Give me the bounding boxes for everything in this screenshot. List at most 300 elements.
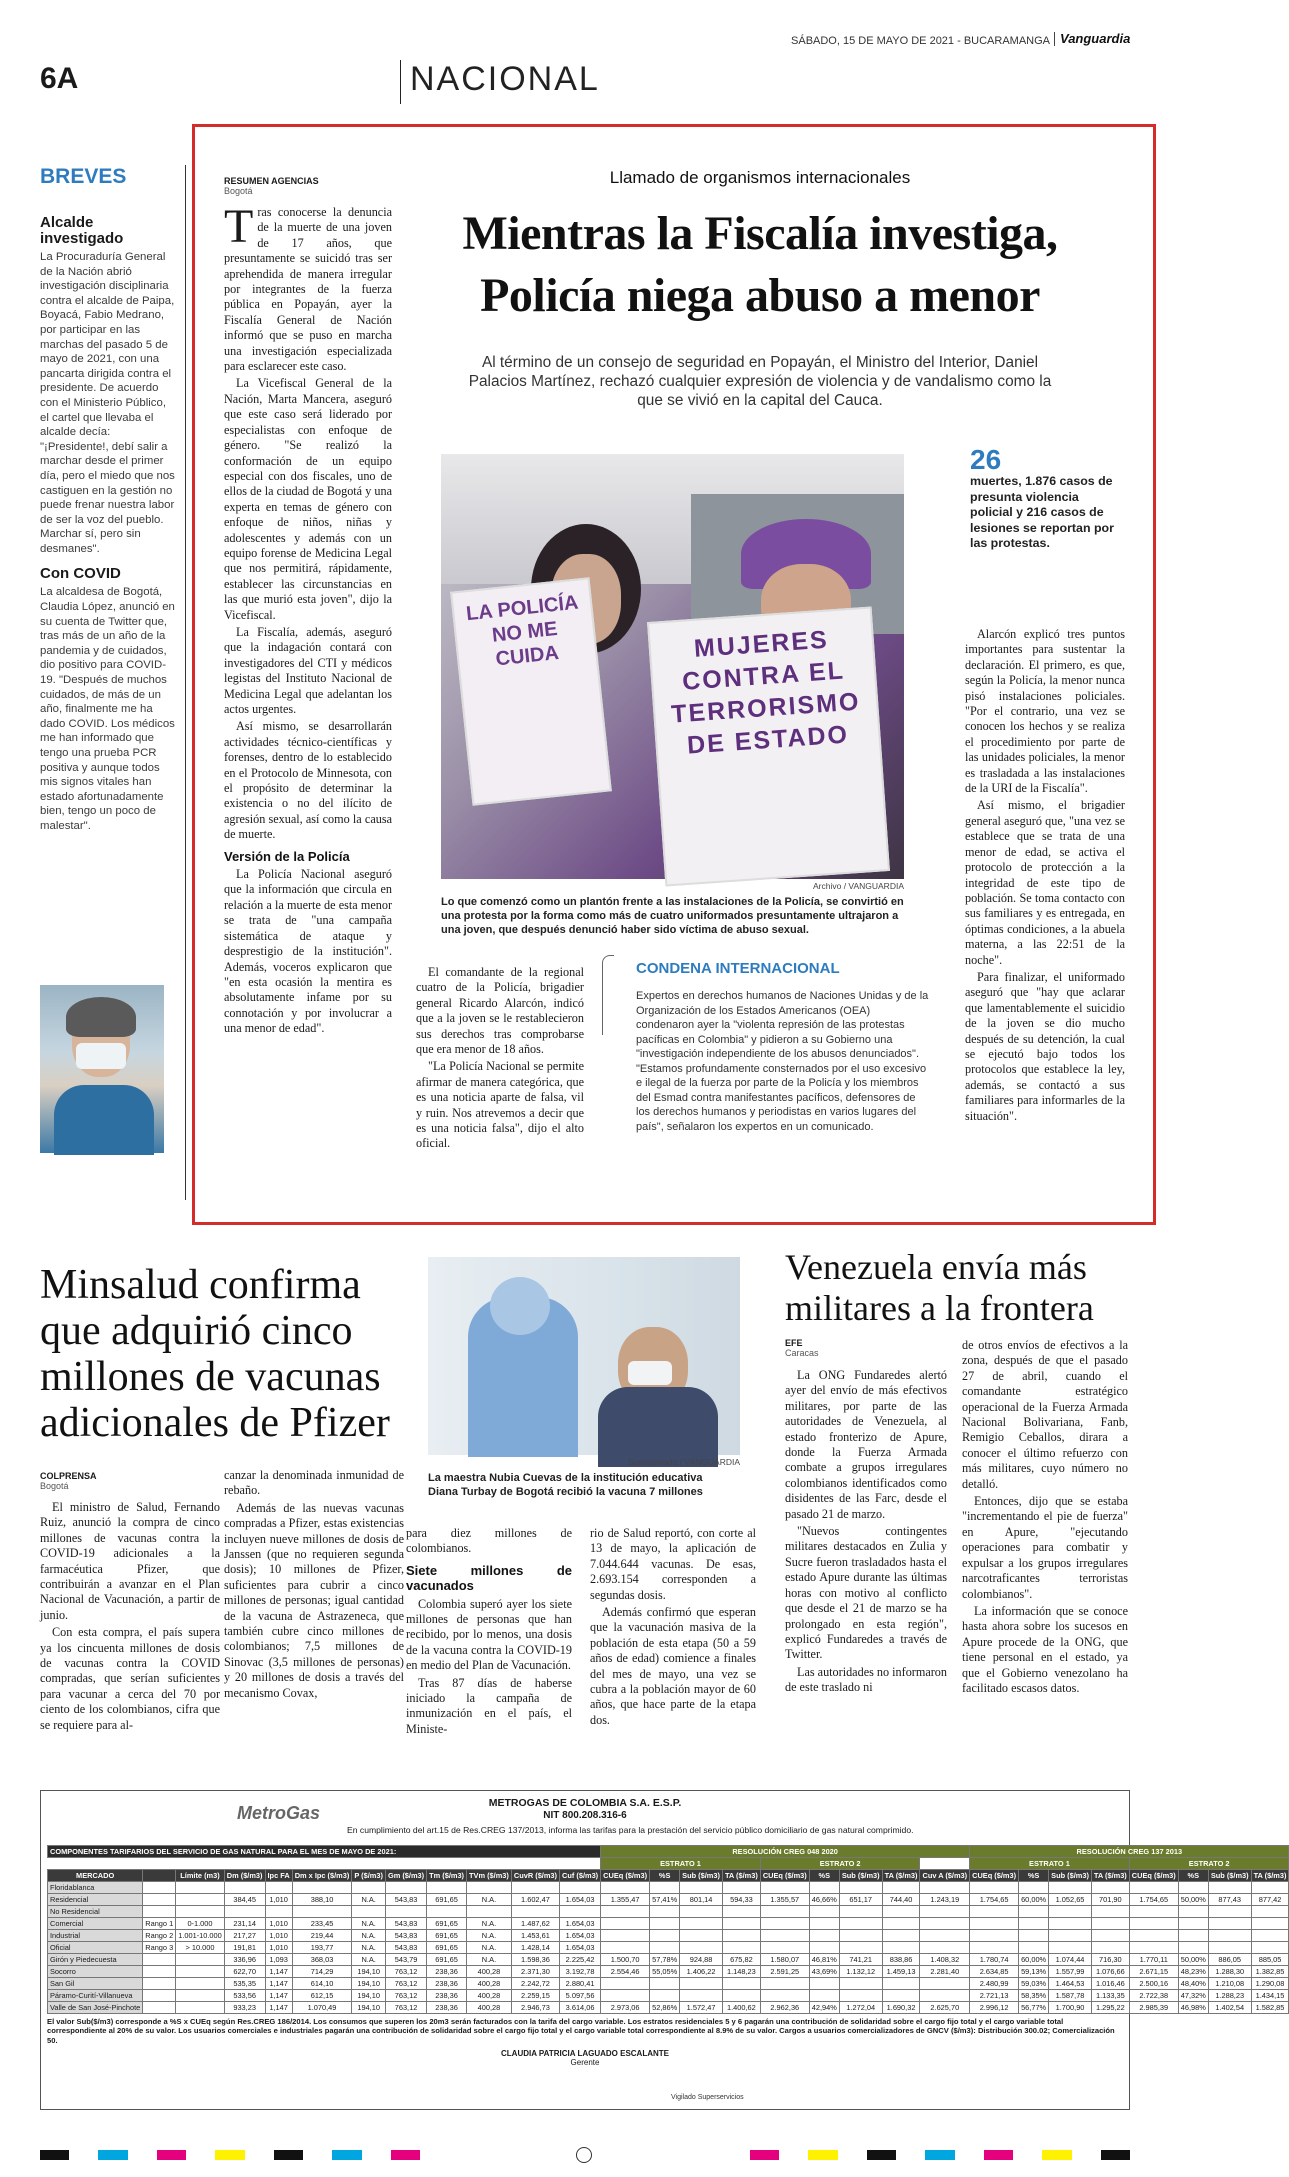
minsalud-paragraph: rio de Salud reportó, con corte al 13 de mayo, la aplicación de 7.044.644 vacunas. De esas, 2.693.154 corresponden a segundas dosis. xyxy=(590,1526,756,1602)
tariff-cell xyxy=(1208,1882,1251,1894)
tariff-cell: 2.242,72 xyxy=(511,1978,559,1990)
tariff-cell: 1.052,65 xyxy=(1049,1894,1092,1906)
superservicios-logo: Vigilado Superservicios xyxy=(671,2094,744,2101)
tariff-cell xyxy=(176,2002,225,2014)
tariff-cell: 714,29 xyxy=(292,1966,352,1978)
tariff-cell: 194,10 xyxy=(352,2002,386,2014)
tariff-cell xyxy=(176,1990,225,2002)
tariff-cell: 1,010 xyxy=(265,1894,292,1906)
minsalud-paragraph: Con esta compra, el país supera ya los cincuenta millones de dosis de vacunas contra la COVID compradas, que serían suficientes para vacunar a cerca del 70 por ciento de los colombianos, cifra que se requiere para al- xyxy=(40,1625,220,1732)
tariff-cell xyxy=(760,1882,809,1894)
tariff-cell: 194,10 xyxy=(352,1990,386,2002)
tariff-cell: N.A. xyxy=(352,1894,386,1906)
col2-paragraph: El comandante de la regional cuatro de la Policía, brigadier general Ricardo Alarcón, indicó que a la joven se le restablecieron sus derechos tras comprobarse que era menor de 18 años. xyxy=(416,965,584,1057)
tariff-cell xyxy=(839,1978,882,1990)
sign-left xyxy=(450,577,612,805)
tariff-cell: 368,03 xyxy=(292,1954,352,1966)
minsalud-paragraph: Tras 87 días de haberse iniciado la campaña de inmunización en el país, el Ministe- xyxy=(406,1675,572,1736)
tariff-cell: 400,28 xyxy=(467,1990,512,2002)
minsalud-column-3 xyxy=(406,1526,572,1739)
tariff-cell: 42,94% xyxy=(809,2002,839,2014)
condena-paragraph: Expertos en derechos humanos de Naciones Unidas y de la Organización de los Estados Americanos (OEA) condenaron ayer la "violenta represión de las protestas pacíficas en Colombia" y pidieron a su Gobierno una "investigación independiente de los abusos denunciados". xyxy=(636,990,929,1060)
tariff-cell: 543,79 xyxy=(385,1954,426,1966)
tariff-cell xyxy=(224,1906,265,1918)
tariff-cell: 1.582,85 xyxy=(1251,2002,1289,2014)
tariff-cell xyxy=(601,1918,650,1930)
tariff-cell xyxy=(760,1942,809,1954)
tariff-cell: 238,36 xyxy=(427,1990,467,2002)
tariff-cell: 1.400,62 xyxy=(722,2002,760,2014)
tariff-cell: N.A. xyxy=(352,1930,386,1942)
tariff-cell xyxy=(1019,1930,1049,1942)
minsalud-paragraph: para diez millones de colombianos. xyxy=(406,1526,572,1556)
tariff-cell: 233,45 xyxy=(292,1918,352,1930)
tariff-cell xyxy=(1129,1930,1178,1942)
tariff-column-header: %S xyxy=(1178,1870,1208,1882)
tariff-cell xyxy=(143,1954,176,1966)
tariff-cell xyxy=(601,1906,650,1918)
tariff-cell: 2.591,25 xyxy=(760,1966,809,1978)
tariff-estrato-1: ESTRATO 1 xyxy=(601,1858,761,1870)
breves-item-body: La Procuraduría General de la Nación abrió investigación disciplinaria contra el alcalde de Paipa, Boyacá, Fabio Medrano, por participar en las marchas del pasado 5 de mayo de 2021, con una pancarta dirigida contra el presidente. De acuerdo con el Ministerio Público, el cartel que llevaba el alcalde decía: "¡Presidente!, debí salir a marchar desde el primer día, pero el miedo que nos castiguen en la gestión no puede frenar nuestra labor de ser la voz del pueblo. Marchar sí, pero sin desmanes". xyxy=(40,251,175,555)
tariff-cell xyxy=(680,1978,723,1990)
minsalud-byline xyxy=(40,1471,97,1491)
tariff-cell: 2.962,36 xyxy=(760,2002,809,2014)
tariff-cell xyxy=(1178,1942,1208,1954)
tariff-column-header: MERCADO xyxy=(48,1870,143,1882)
tariff-cell: 1,010 xyxy=(265,1930,292,1942)
tariff-cell xyxy=(1208,1942,1251,1954)
tariff-column-header: CUEq ($/m3) xyxy=(601,1870,650,1882)
tariff-cell xyxy=(385,1906,426,1918)
tariff-cell xyxy=(970,1906,1019,1918)
tariff-cell xyxy=(920,1906,970,1918)
tariff-column-header: Cuv A ($/m3) xyxy=(920,1870,970,1882)
tariff-cell: 614,10 xyxy=(292,1978,352,1990)
section-title: NACIONAL xyxy=(410,60,600,98)
tariff-cell: San Gil xyxy=(48,1978,143,1990)
metrogas-ad xyxy=(40,1790,1287,2110)
tariff-cell: 1.487,62 xyxy=(511,1918,559,1930)
protest-photo xyxy=(441,454,904,879)
col4-paragraph: Alarcón explicó tres puntos importantes para sustentar la declaración. El primero, es que, según la Policía, la menor nunca pisó instalaciones policiales. "Por el contrario, una vez se conocen los hechos y se realiza el procedimiento por parte de las unidades policiales, la menor es trasladada a las instalaciones de la URI de la Fiscalía". xyxy=(965,627,1125,796)
tariff-cell xyxy=(722,1978,760,1990)
tariff-cell xyxy=(1251,1882,1289,1894)
condena-box-bracket xyxy=(602,955,614,1035)
tariff-cell: 1.272,04 xyxy=(839,2002,882,2014)
tariff-cell: 219,44 xyxy=(292,1930,352,1942)
vaccine-photo xyxy=(428,1257,740,1455)
photo-credit: Archivo / VANGUARDIA xyxy=(812,881,904,891)
sign-right-text: MUJERES CONTRA EL TERRORISMO DE ESTADO xyxy=(670,625,862,760)
tariff-cell: 763,12 xyxy=(385,1966,426,1978)
tariff-cell: 336,96 xyxy=(224,1954,265,1966)
breves-item-body: La alcaldesa de Bogotá, Claudia López, anunció en su cuenta de Twitter que, tras más de un año de la pandemia y de cuidados, dio positivo para COVID-19. "Después de muchos cuidados, de más de un año, finalmente me ha dado COVID. Los médicos me han informado que tengo una prueba PCR positiva y aunque todos mis signos vitales han estado afortunadamente bien, tengo un poco de malestar". xyxy=(40,586,175,832)
dateline-divider xyxy=(1054,32,1055,46)
tariff-cell xyxy=(650,1906,680,1918)
tariff-cell xyxy=(1049,1942,1092,1954)
tariff-cell xyxy=(601,1882,650,1894)
tariff-cell: N.A. xyxy=(467,1894,512,1906)
tariff-column-header: TA ($/m3) xyxy=(722,1870,760,1882)
tariff-cell: 1,010 xyxy=(265,1918,292,1930)
tariff-cell xyxy=(1091,1918,1129,1930)
vaccine-photo-caption: La maestra Nubia Cuevas de la institución educativa Diana Turbay de Bogotá recibió la vacuna 7 millones xyxy=(428,1472,703,1498)
breves-item-head: Alcalde investigado xyxy=(40,214,124,247)
tariff-cell xyxy=(722,1882,760,1894)
tariff-cell xyxy=(760,1990,809,2002)
tariff-estrato-2: ESTRATO 2 xyxy=(760,1858,920,1870)
main-column-4 xyxy=(965,627,1125,1126)
main-deck: Al término de un consejo de seguridad en Popayán, el Ministro del Interior, Daniel Palacios Martínez, rechazó cualquier expresión de violencia y de vandalismo como la que se vivió en la capital del Cauca. xyxy=(468,354,1052,409)
tariff-cell xyxy=(1251,1930,1289,1942)
tariff-row xyxy=(48,1930,1289,1942)
tariff-cell xyxy=(882,1978,920,1990)
tariff-cell: N.A. xyxy=(352,1954,386,1966)
tariff-cell xyxy=(809,1942,839,1954)
stat-number: 26 xyxy=(970,444,1002,475)
tariff-cell xyxy=(920,1930,970,1942)
tariff-cell: N.A. xyxy=(352,1918,386,1930)
tariff-row xyxy=(48,1882,1289,1894)
tariff-cell xyxy=(1049,1930,1092,1942)
tariff-cell xyxy=(920,1942,970,1954)
col1-subhead: Versión de la Policía xyxy=(224,848,350,864)
tariff-cell: 2.371,30 xyxy=(511,1966,559,1978)
tariff-cell xyxy=(680,1906,723,1918)
tariff-cell: 1.148,23 xyxy=(722,1966,760,1978)
tariff-cell: Comercial xyxy=(48,1918,143,1930)
tariff-cell xyxy=(920,1990,970,2002)
tariff-column-header: Dm ($/m3) xyxy=(224,1870,265,1882)
tariff-cell xyxy=(292,1906,352,1918)
tariff-cell: 1.500,70 xyxy=(601,1954,650,1966)
tariff-cell: 1.598,36 xyxy=(511,1954,559,1966)
tariff-cell: 238,36 xyxy=(427,1966,467,1978)
tariff-cell xyxy=(1019,1882,1049,1894)
drop-cap: T xyxy=(224,200,254,253)
tariff-cell xyxy=(1251,1918,1289,1930)
tariff-cell: 1.690,32 xyxy=(882,2002,920,2014)
tariff-cell: 1.434,15 xyxy=(1251,1990,1289,2002)
tariff-res-2: RESOLUCIÓN CREG 137 2013 xyxy=(970,1846,1289,1858)
tariff-cell: 2.625,70 xyxy=(920,2002,970,2014)
tariff-cell xyxy=(722,1906,760,1918)
tariff-cell xyxy=(722,1942,760,1954)
tariff-cell xyxy=(760,1978,809,1990)
tariff-column-header: %S xyxy=(650,1870,680,1882)
tariff-column-header: Sub ($/m3) xyxy=(680,1870,723,1882)
tariff-cell xyxy=(176,1978,225,1990)
tariff-cell: 691,65 xyxy=(427,1942,467,1954)
stat-text: muertes, 1.876 casos de presunta violencia policial y 216 casos de lesiones se reportan por las protestas. xyxy=(970,474,1114,551)
tariff-cell xyxy=(143,1882,176,1894)
tariff-cell: Floridablanca xyxy=(48,1882,143,1894)
tariff-cell: Industrial xyxy=(48,1930,143,1942)
tariff-cell: 1.074,44 xyxy=(1049,1954,1092,1966)
tariff-cell xyxy=(1178,1906,1208,1918)
metrogas-nit: NIT 800.208.316-6 xyxy=(543,1810,627,1821)
tariff-cell xyxy=(352,1906,386,1918)
page-number: 6A xyxy=(40,62,79,95)
condena-title: CONDENA INTERNACIONAL xyxy=(636,960,840,977)
minsalud-headline: Minsalud confirma que adquirió cinco millones de vacunas adicionales de Pfizer xyxy=(40,1262,390,1446)
tariff-cell: 535,35 xyxy=(224,1978,265,1990)
tariff-cell xyxy=(143,2002,176,2014)
print-color-bar-right xyxy=(750,2150,1130,2160)
tariff-cell: 1.770,11 xyxy=(1129,1954,1178,1966)
tariff-column-header: Tm ($/m3) xyxy=(427,1870,467,1882)
tariff-cell xyxy=(809,1882,839,1894)
tariff-cell: 2.554,46 xyxy=(601,1966,650,1978)
tariff-cell: 1.210,08 xyxy=(1208,1978,1251,1990)
tariff-cell: No Residencial xyxy=(48,1906,143,1918)
tariff-cell xyxy=(1129,1918,1178,1930)
tariff-cell: 1,147 xyxy=(265,2002,292,2014)
minsalud-paragraph: canzar la denominada inmunidad de rebaño. xyxy=(224,1468,404,1498)
venezuela-paragraph: La información que se conoce hasta ahora sobre los sucesos en Apure procede de la ONG, que tiene personal en el estado, ya que el Gobierno venezolano ha facilitado escasos datos. xyxy=(962,1603,1128,1695)
tariff-column-header: TA ($/m3) xyxy=(1251,1870,1289,1882)
tariff-cell: 1.016,46 xyxy=(1091,1978,1129,1990)
tariff-cell: 5.097,56 xyxy=(560,1990,601,2002)
tariff-cell: 1,010 xyxy=(265,1942,292,1954)
col4-paragraph: Para finalizar, el uniformado aseguró que "hay que aclarar que lamentablemente el suicidio de la joven se dio mucho después de su detención, la cual se ejecutó bajo todos los protocolos que establece la ley, además, se contactó a sus familiares para informarles de la situación". xyxy=(965,969,1125,1123)
tariff-table xyxy=(47,1845,1289,2014)
tariff-cell: 543,83 xyxy=(385,1894,426,1906)
tariff-cell xyxy=(265,1882,292,1894)
tariff-cell xyxy=(1091,1942,1129,1954)
tariff-row xyxy=(48,1906,1289,1918)
minsalud-paragraph: Además confirmó que esperan que la vacunación masiva de la población de esta etapa (50 a 59 años de edad) comience a finales del mes de mayo, una vez se cubra a la población mayor de 60 años, que hace parte de la etapa dos. xyxy=(590,1605,756,1727)
tariff-cell: 701,90 xyxy=(1091,1894,1129,1906)
tariff-row xyxy=(48,1942,1289,1954)
tariff-cell: > 10.000 xyxy=(176,1942,225,1954)
tariff-cell xyxy=(427,1882,467,1894)
tariff-column-header: Sub ($/m3) xyxy=(1208,1870,1251,1882)
byline-name: RESUMEN AGENCIAS xyxy=(224,176,319,186)
tariff-column-header: CUEq ($/m3) xyxy=(1129,1870,1178,1882)
main-column-2 xyxy=(416,965,584,1154)
tariff-cell: 1.602,47 xyxy=(511,1894,559,1906)
tariff-res-1: RESOLUCIÓN CREG 048 2020 xyxy=(601,1846,970,1858)
tariff-column-header: CuvR ($/m3) xyxy=(511,1870,559,1882)
tariff-cell: 2.634,85 xyxy=(970,1966,1019,1978)
tariff-cell: N.A. xyxy=(352,1942,386,1954)
tariff-cell xyxy=(650,1882,680,1894)
tariff-cell xyxy=(882,1882,920,1894)
tariff-cell xyxy=(601,1990,650,2002)
tariff-cell: 50,00% xyxy=(1178,1894,1208,1906)
venezuela-column-1 xyxy=(785,1368,947,1698)
tariff-cell: 43,69% xyxy=(809,1966,839,1978)
tariff-cell: 1.133,35 xyxy=(1091,1990,1129,2002)
tariff-cell xyxy=(292,1882,352,1894)
tariff-cell: 191,81 xyxy=(224,1942,265,1954)
tariff-cell: 1.557,99 xyxy=(1049,1966,1092,1978)
breves-item-head: Con COVID xyxy=(40,565,121,583)
tariff-cell: Valle de San José-Pinchote xyxy=(48,2002,143,2014)
col2-paragraph: "La Policía Nacional se permite afirmar de manera categórica, que es una noticia aparte de falsa, vil y ruin. Nos atrevemos a decir que es una noticia falsa", dijo el alto oficial. xyxy=(416,1059,584,1151)
minsalud-paragraph: Colombia superó ayer los siete millones de personas que han recibido, por lo menos, una dosis de la vacuna contra la COVID-19 en medio del Plan de Vacunación. xyxy=(406,1596,572,1673)
tariff-cell: Páramo-Curití-Villanueva xyxy=(48,1990,143,2002)
tariff-cell xyxy=(882,1942,920,1954)
tariff-cell: 57,41% xyxy=(650,1894,680,1906)
tariff-cell xyxy=(601,1930,650,1942)
tariff-cell xyxy=(680,1990,723,2002)
tariff-cell xyxy=(1129,1906,1178,1918)
breves-bracket xyxy=(178,165,186,1200)
tariff-column-header: CUEq ($/m3) xyxy=(970,1870,1019,1882)
tariff-cell: Rango 3 xyxy=(143,1942,176,1954)
tariff-cell: 741,21 xyxy=(839,1954,882,1966)
condena-box xyxy=(636,960,930,1134)
minsalud-column-2 xyxy=(224,1468,404,1703)
tariff-cell: 46,66% xyxy=(809,1894,839,1906)
tariff-cell: 1.355,47 xyxy=(601,1894,650,1906)
tariff-cell xyxy=(882,1930,920,1942)
tariff-cell: 47,32% xyxy=(1178,1990,1208,2002)
tariff-cell xyxy=(839,1882,882,1894)
tariff-cell xyxy=(650,1942,680,1954)
tariff-cell xyxy=(650,1990,680,2002)
tariff-cell xyxy=(839,1942,882,1954)
tariff-cell: 2.480,99 xyxy=(970,1978,1019,1990)
tariff-cell xyxy=(970,1942,1019,1954)
tariff-cell: 877,43 xyxy=(1208,1894,1251,1906)
tariff-cell xyxy=(143,1906,176,1918)
registration-mark xyxy=(576,2147,592,2163)
byline-name: EFE xyxy=(785,1338,803,1348)
tariff-cell: 594,33 xyxy=(722,1894,760,1906)
tariff-cell xyxy=(839,1930,882,1942)
tariff-cell xyxy=(839,1990,882,2002)
venezuela-paragraph: Entonces, dijo que se estaba "incrementando el pie de fuerza" en Apure, "ejecutando operaciones para combatir y expulsar a los grupos irregulares narcotraficantes terroristas colombianos". xyxy=(962,1494,1128,1601)
tariff-cell xyxy=(601,1978,650,1990)
main-byline xyxy=(224,176,394,196)
tariff-cell: 622,70 xyxy=(224,1966,265,1978)
tariff-cell: Socorro xyxy=(48,1966,143,1978)
tariff-cell xyxy=(1091,1906,1129,1918)
tariff-cell: N.A. xyxy=(467,1930,512,1942)
main-headline xyxy=(400,203,1120,327)
tariff-cell: 1.406,22 xyxy=(680,1966,723,1978)
tariff-cell: 400,28 xyxy=(467,1966,512,1978)
tariff-cell: 543,83 xyxy=(385,1930,426,1942)
minsalud-column-4 xyxy=(590,1526,756,1730)
tariff-column-header: Dm x Ipc ($/m3) xyxy=(292,1870,352,1882)
tariff-cell: 1.453,61 xyxy=(511,1930,559,1942)
tariff-cell xyxy=(680,1930,723,1942)
byline-city: Caracas xyxy=(785,1348,819,1358)
byline-name: COLPRENSA xyxy=(40,1471,97,1481)
tariff-column-header: CUEq ($/m3) xyxy=(760,1870,809,1882)
tariff-cell: 1.243,19 xyxy=(920,1894,970,1906)
tariff-cell: 60,00% xyxy=(1019,1894,1049,1906)
tariff-cell xyxy=(511,1906,559,1918)
tariff-cell xyxy=(920,1978,970,1990)
tariff-cell xyxy=(143,1990,176,2002)
tariff-cell xyxy=(1019,1906,1049,1918)
tariff-cell: 2.985,39 xyxy=(1129,2002,1178,2014)
tariff-cell: 2.722,38 xyxy=(1129,1990,1178,2002)
tariff-cell: 1.076,66 xyxy=(1091,1966,1129,1978)
dateline: SÁBADO, 15 DE MAYO DE 2021 - BUCARAMANGA xyxy=(791,35,1050,47)
tariff-cell xyxy=(143,1978,176,1990)
tariff-cell xyxy=(882,1990,920,2002)
tariff-cell xyxy=(760,1930,809,1942)
tariff-cell xyxy=(176,1954,225,1966)
tariff-cell: 877,42 xyxy=(1251,1894,1289,1906)
tariff-cell xyxy=(1208,1930,1251,1942)
tariff-cell: 1.654,03 xyxy=(560,1894,601,1906)
tariff-cell: 194,10 xyxy=(352,1966,386,1978)
tariff-cell xyxy=(970,1918,1019,1930)
tariff-cell xyxy=(722,1930,760,1942)
metrogas-intro: En cumplimiento del art.15 de Res.CREG 137/2013, informa las tarifas para la prestación del servicio público domiciliario de gas natural comprimido. xyxy=(347,1825,914,1835)
tariff-row xyxy=(48,1894,1289,1906)
tariff-cell: 0-1.000 xyxy=(176,1918,225,1930)
tariff-cell xyxy=(839,1906,882,1918)
tariff-cell: 60,00% xyxy=(1019,1954,1049,1966)
tariff-cell: 533,56 xyxy=(224,1990,265,2002)
tariff-cell xyxy=(1049,1882,1092,1894)
headline-line-1: Mientras la Fiscalía investiga, xyxy=(462,207,1058,260)
tariff-cell: 691,65 xyxy=(427,1894,467,1906)
header-divider xyxy=(400,60,401,104)
tariff-column-header: Sub ($/m3) xyxy=(839,1870,882,1882)
tariff-row xyxy=(48,2002,1289,2014)
tariff-cell xyxy=(809,1978,839,1990)
tariff-cell xyxy=(1129,1942,1178,1954)
tariff-cell: 57,78% xyxy=(650,1954,680,1966)
metrogas-signer: CLAUDIA PATRICIA LAGUADO ESCALANTE xyxy=(501,2049,669,2059)
tariff-cell: Residencial xyxy=(48,1894,143,1906)
print-color-bar-left xyxy=(40,2150,420,2160)
tariff-cell: 1.290,08 xyxy=(1251,1978,1289,1990)
tariff-cell: 400,28 xyxy=(467,1978,512,1990)
minsalud-subhead: Siete millones de vacunados xyxy=(406,1562,572,1594)
tariff-cell xyxy=(352,1882,386,1894)
metrogas-notes: El valor Sub($/m3) corresponde a %S x CUEq según Res.CREG 186/2014. Los consumos que superen los 20m3 serán facturados con la tarifa del cargo variable. Los estratos residenciales 5 y 6 pagarán una contribución de solidaridad sobre el cargo fijo total y el cargo variable total correspondiente al 20% de su valor. Los usuarios comerciales e industriales pagarán una contribución de solidaridad sobre el cargo fijo total y el cargo variable total correspondiente al 8.9% de su valor. Cargos a usuarios comercializadores de GNCV ($/m3): Distribución 300.02; Comercialización 50. xyxy=(47,2017,1115,2045)
tariff-cell xyxy=(1049,1906,1092,1918)
venezuela-byline xyxy=(785,1338,819,1358)
tariff-cell xyxy=(882,1918,920,1930)
tariff-cell xyxy=(680,1918,723,1930)
tariff-cell: 2.996,12 xyxy=(970,2002,1019,2014)
tariff-cell xyxy=(970,1930,1019,1942)
tariff-cell xyxy=(722,1990,760,2002)
tariff-cell xyxy=(176,1894,225,1906)
tariff-cell xyxy=(1208,1906,1251,1918)
breves-item xyxy=(40,566,178,833)
tariff-estrato-1: ESTRATO 1 xyxy=(970,1858,1130,1870)
tariff-column-header xyxy=(143,1870,176,1882)
photo-caption: Lo que comenzó como un plantón frente a las instalaciones de la Policía, se convirtió en una protesta por la forma como más de cuatro uniformados presuntamente ultrajaron a una joven, que después denunció haber sido víctima de abuso sexual. xyxy=(441,896,904,936)
tariff-cell: N.A. xyxy=(467,1954,512,1966)
tariff-cell: 50,00% xyxy=(1178,1954,1208,1966)
tariff-cell xyxy=(143,1894,176,1906)
minsalud-column-1 xyxy=(40,1500,220,1735)
tariff-cell: 56,77% xyxy=(1019,2002,1049,2014)
condena-paragraph: "Estamos profundamente consternados por el uso excesivo e ilegal de la fuerza por parte de la Policía y los miembros del Esmad contra manifestantes pacíficos, defensores de los derechos humanos y periodistas en varios lugares del país", señalaron los expertos en un comunicado. xyxy=(636,1062,927,1133)
tariff-cell: 716,30 xyxy=(1091,1954,1129,1966)
col4-paragraph: Así mismo, el brigadier general aseguró que, "una vez se establece que se trata de una menor de edad, se activa el protocolo de protección a la integridad de este tipo de población. Se toma contacto con sus familiares y es entregada, en óptimas condiciones, a la abuela materna, a las 22:51 de la noche". xyxy=(965,798,1125,967)
brand-logo: Vanguardia xyxy=(1060,31,1131,46)
tariff-row xyxy=(48,1978,1289,1990)
tariff-column-header: Cuf ($/m3) xyxy=(560,1870,601,1882)
tariff-cell: 46,81% xyxy=(809,1954,839,1966)
tariff-column-header: TVm ($/m3) xyxy=(467,1870,512,1882)
